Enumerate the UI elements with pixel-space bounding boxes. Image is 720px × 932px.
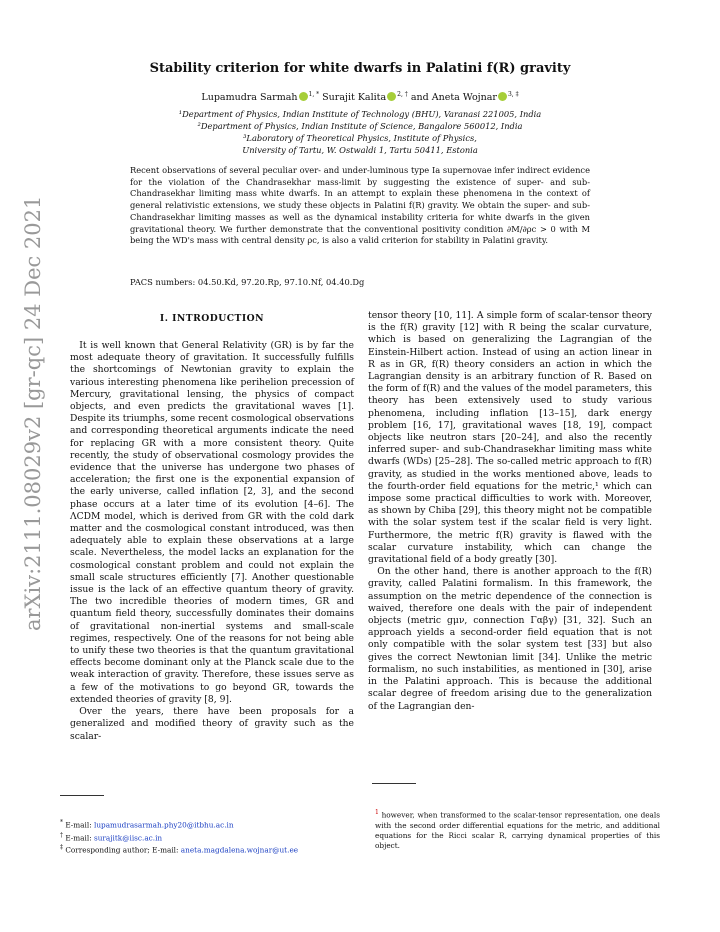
author-marks: 1, * [308, 91, 320, 98]
footnote-label: E-mail: [65, 833, 94, 843]
left-column [70, 340, 354, 743]
author-joiner: and [410, 92, 429, 104]
orcid-icon[interactable] [498, 92, 507, 101]
author-marks: 2, † [397, 91, 408, 98]
footnote-mark: † [60, 831, 63, 839]
footnote-divider [372, 783, 416, 784]
author-footnotes [60, 818, 360, 856]
footnote-mark: 1 [375, 809, 379, 816]
right-column [368, 310, 652, 713]
footnote [60, 831, 360, 844]
abstract: Recent observations of several peculiar over- and under-luminous type Ia supernovae infer indirect evidence for the violation of the Chandrasekhar mass-limit by suggesting the existence of super- and sub-Chandrasekhar limiting mass white dwarfs. In an attempt to explain these phenomena in the context of general relativistic extensions, we study these objects in Palatini f(R) gravity. We obtain the super- and sub-Chandrasekhar limiting masses as well as the dynamical instability criteria for white dwarfs in the given gravitational theory. We further demonstrate that the conventional positivity condition ∂M/∂ρc > 0 with M being the WD's mass with central density ρc, is also a valid criterion for stability in Palatini gravity. [130, 165, 590, 246]
affiliation-line: ³Laboratory of Theoretical Physics, Institute of Physics, [243, 133, 477, 143]
orcid-icon[interactable] [299, 92, 308, 101]
footnote-divider [60, 795, 104, 796]
footnote-mark: ‡ [60, 844, 63, 852]
paragraph: tensor theory [10, 11]. A simple form of scalar-tensor theory is the f(R) gravity [12] with R being the scalar curvature, which is based on generalizing the Lagrangian of the Einstein-Hilbert action. Instead of using an action linear in R as in GR, f(R) theory considers an action in which the Lagrangian density is an arbitrary function of R. Based on the form of f(R) and the values of the model parameters, this theory has been extensively used to study various phenomena, including inflation [13–15], dark energy problem [16, 17], gravitational waves [18, 19], compact objects like neutron stars [20–24], and also the recently inferred super- and sub-Chandrasekhar limiting mass white dwarfs (WDs) [25–28]. The so-called metric approach to f(R) gravity, as studied in the works mentioned above, leads to the fourth-order field equations for the metric,¹ which can impose some practical difficulties to work with. Moreover, as shown by Chiba [29], this theory might not be compatible with the solar system test if the scalar field is very light. Furthermore, the metric f(R) gravity is flawed with the scalar curvature instability, which can change the gravitational field of a body greatly [30]. [368, 310, 652, 566]
email-link[interactable]: aneta.magdalena.wojnar@ut.ee [180, 845, 299, 855]
footnote-mark: * [60, 819, 63, 826]
affiliation-line: ²Department of Physics, Indian Institute of Science, Bangalore 560012, India [197, 121, 523, 131]
footnote-label: E-mail: [65, 820, 94, 830]
arxiv-identifier: arXiv:2111.08029v2 [gr-qc] 24 Dec 2021 [21, 195, 45, 631]
author-marks: 3, ‡ [507, 91, 519, 98]
author-name: Aneta Wojnar [431, 92, 497, 104]
footnote [60, 843, 360, 856]
affiliation-line: University of Tartu, W. Ostwaldi 1, Tartu 50411, Estonia [242, 145, 478, 155]
paragraph: Over the years, there have been proposals for a generalized and modified theory of gravity such as the scalar- [70, 706, 354, 742]
email-link[interactable]: surajitk@iisc.ac.in [93, 833, 163, 843]
author-name: Lupamudra Sarmah [201, 92, 298, 104]
text-footnote [375, 808, 660, 851]
author-name: Surajit Kalita [322, 92, 387, 104]
footnote [60, 818, 360, 831]
paragraph: On the other hand, there is another approach to the f(R) gravity, called Palatini formalism. In this framework, the assumption on the metric dependence of the connection is waived, therefore one deals with the pair of independent objects (metric gμν, connection Γαβγ) [31, 32]. Such an approach yields a second-order field equation that is not only compatible with the solar system test [33] but also gives the correct Newtonian limit [34]. Unlike the metric formalism, no such instabilities, as mentioned in [30], arise in the Palatini approach. This is because the additional scalar degree of freedom arising due to the generalization of the Lagrangian den- [368, 566, 652, 712]
paper-title: Stability criterion for white dwarfs in Palatini f(R) gravity [149, 61, 571, 76]
footnote-text: however, when transformed to the scalar-tensor representation, one deals with the second order differential equations for the metric, and additional equations for the Ricci scalar R, carrying dynamical properties of this object. [375, 810, 660, 851]
pacs-numbers: PACS numbers: 04.50.Kd, 97.20.Rp, 97.10.Nf, 04.40.Dg [130, 277, 365, 287]
affiliations [90, 108, 630, 156]
email-link[interactable]: lupamudrasarmah.phy20@itbhu.ac.in [93, 820, 234, 830]
affiliation-line: ¹Department of Physics, Indian Institute of Technology (BHU), Varanasi 221005, India [178, 109, 542, 119]
orcid-icon[interactable] [387, 92, 396, 101]
footnote-label: Corresponding author; E-mail: [65, 845, 181, 855]
section-heading: I. INTRODUCTION [159, 313, 265, 324]
author-line [120, 91, 600, 103]
paragraph: It is well known that General Relativity (GR) is by far the most adequate theory of gravitation. It successfully fulfills the shortcomings of Newtonian gravity to explain the various interesting phenomena like perihelion precession of Mercury, gravitational lensing, the physics of compact objects, and even predicts the gravitational waves [1]. Despite its triumphs, some recent cosmological observations and corresponding theoretical arguments indicate the need for replacing GR with a more consistent theory. Quite recently, the study of observational cosmology provides the evidence that the universe has undergone two phases of acceleration; the first one is the exponential expansion of the early universe, called inflation [2, 3], and the second phase occurs at a later time of its evolution [4–6]. The ΛCDM model, which is derived from GR with the cold dark matter and the cosmological constant introduced, was then adequately able to explain these observations at a large scale. Nevertheless, the model lacks an explanation for the cosmological constant problem and could not explain the small scale structures efficiently [7]. Another questionable issue is the lack of an effective quantum theory of gravity. The two incredible theories of modern times, GR and quantum field theory, successfully dominates their domains of gravitational non-inertial systems and small-scale regimes, respectively. One of the reasons for not being able to unify these two theories is that the quantum gravitational effects become dominant only at the Planck scale due to the weak interaction of gravity. Therefore, these issues serve as a few of the motivations to go beyond GR, towards the extended theories of gravity [8, 9]. [70, 340, 354, 705]
